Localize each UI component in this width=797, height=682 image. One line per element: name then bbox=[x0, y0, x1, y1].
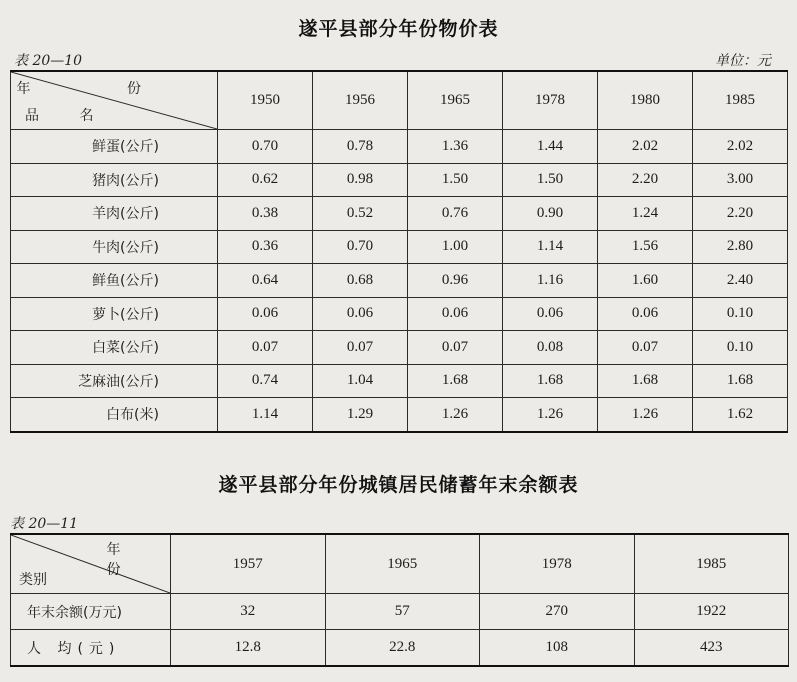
value-cell: 0.38 bbox=[218, 197, 313, 231]
value-cell: 1.68 bbox=[408, 364, 503, 398]
price-table-corner-cell bbox=[11, 71, 218, 130]
savings-table-header-row bbox=[11, 534, 789, 594]
table-row bbox=[11, 264, 788, 298]
table1-number: 表 20—10 bbox=[14, 53, 83, 69]
row-label: 鲜蛋(公斤) bbox=[11, 130, 218, 164]
year-header: 1978 bbox=[503, 71, 598, 130]
table-row bbox=[11, 230, 788, 264]
table-row bbox=[11, 163, 788, 197]
value-cell: 1.26 bbox=[598, 398, 693, 432]
value-cell: 0.07 bbox=[218, 331, 313, 365]
value-cell: 423 bbox=[634, 630, 789, 667]
value-cell: 0.64 bbox=[218, 264, 313, 298]
value-cell: 0.70 bbox=[313, 230, 408, 264]
value-cell: 1.68 bbox=[598, 364, 693, 398]
value-cell: 0.06 bbox=[313, 297, 408, 331]
value-cell: 1.50 bbox=[503, 163, 598, 197]
value-cell: 0.74 bbox=[218, 364, 313, 398]
value-cell: 1.26 bbox=[503, 398, 598, 432]
value-cell: 1.60 bbox=[598, 264, 693, 298]
table-row bbox=[11, 594, 789, 630]
year-header: 1965 bbox=[408, 71, 503, 130]
year-header: 1980 bbox=[598, 71, 693, 130]
value-cell: 108 bbox=[480, 630, 635, 667]
value-cell: 1.36 bbox=[408, 130, 503, 164]
value-cell: 1.04 bbox=[313, 364, 408, 398]
value-cell: 57 bbox=[325, 594, 480, 630]
table-row bbox=[11, 197, 788, 231]
table-row bbox=[11, 331, 788, 365]
year-header: 1985 bbox=[634, 534, 789, 594]
value-cell: 0.06 bbox=[503, 297, 598, 331]
value-cell: 0.07 bbox=[598, 331, 693, 365]
value-cell: 2.02 bbox=[693, 130, 788, 164]
year-header: 1985 bbox=[693, 71, 788, 130]
table-row bbox=[11, 130, 788, 164]
year-header: 1956 bbox=[313, 71, 408, 130]
table2-number: 表 20—11 bbox=[10, 516, 79, 532]
year-header: 1950 bbox=[218, 71, 313, 130]
value-cell: 2.80 bbox=[693, 230, 788, 264]
row-label: 芝麻油(公斤) bbox=[11, 364, 218, 398]
table2-title: 遂平县部分年份城镇居民储蓄年末余额表 bbox=[218, 474, 579, 496]
value-cell: 0.06 bbox=[598, 297, 693, 331]
value-cell: 1.24 bbox=[598, 197, 693, 231]
row-label: 鲜鱼(公斤) bbox=[11, 264, 218, 298]
value-cell: 1.68 bbox=[503, 364, 598, 398]
value-cell: 0.78 bbox=[313, 130, 408, 164]
value-cell: 0.10 bbox=[693, 297, 788, 331]
table-row bbox=[11, 630, 789, 667]
table-row bbox=[11, 297, 788, 331]
table-row bbox=[11, 398, 788, 432]
value-cell: 1.68 bbox=[693, 364, 788, 398]
value-cell: 3.00 bbox=[693, 163, 788, 197]
value-cell: 22.8 bbox=[325, 630, 480, 667]
value-cell: 0.98 bbox=[313, 163, 408, 197]
value-cell: 270 bbox=[480, 594, 635, 630]
value-cell: 0.90 bbox=[503, 197, 598, 231]
value-cell: 1.00 bbox=[408, 230, 503, 264]
row-label: 羊肉(公斤) bbox=[11, 197, 218, 231]
row-label: 年末余额(万元) bbox=[11, 594, 171, 630]
corner-item-label: 类别 bbox=[19, 572, 47, 588]
value-cell: 0.10 bbox=[693, 331, 788, 365]
value-cell: 0.70 bbox=[218, 130, 313, 164]
row-label: 人 均(元) bbox=[11, 630, 171, 667]
value-cell: 0.08 bbox=[503, 331, 598, 365]
row-label: 牛肉(公斤) bbox=[11, 230, 218, 264]
row-label: 白布(米) bbox=[11, 398, 218, 432]
value-cell: 1.44 bbox=[503, 130, 598, 164]
year-header: 1978 bbox=[480, 534, 635, 594]
corner-year-label: 年 份 bbox=[16, 81, 187, 97]
value-cell: 0.07 bbox=[313, 331, 408, 365]
corner-year-label: 年 份 bbox=[106, 542, 147, 578]
value-cell: 2.02 bbox=[598, 130, 693, 164]
row-label: 萝卜(公斤) bbox=[11, 297, 218, 331]
value-cell: 1.16 bbox=[503, 264, 598, 298]
value-cell: 1.26 bbox=[408, 398, 503, 432]
savings-table bbox=[10, 533, 789, 667]
value-cell: 0.96 bbox=[408, 264, 503, 298]
value-cell: 0.06 bbox=[408, 297, 503, 331]
price-table bbox=[10, 70, 788, 433]
value-cell: 0.52 bbox=[313, 197, 408, 231]
value-cell: 32 bbox=[171, 594, 326, 630]
value-cell: 1.14 bbox=[503, 230, 598, 264]
row-label: 白菜(公斤) bbox=[11, 331, 218, 365]
value-cell: 0.62 bbox=[218, 163, 313, 197]
value-cell: 12.8 bbox=[171, 630, 326, 667]
value-cell: 2.20 bbox=[598, 163, 693, 197]
value-cell: 0.76 bbox=[408, 197, 503, 231]
value-cell: 0.06 bbox=[218, 297, 313, 331]
year-header: 1957 bbox=[171, 534, 326, 594]
year-header: 1965 bbox=[325, 534, 480, 594]
value-cell: 2.20 bbox=[693, 197, 788, 231]
value-cell: 1.56 bbox=[598, 230, 693, 264]
value-cell: 0.36 bbox=[218, 230, 313, 264]
table1-title: 遂平县部分年份物价表 bbox=[298, 18, 499, 40]
value-cell: 1.62 bbox=[693, 398, 788, 432]
price-table-header-row bbox=[11, 71, 788, 130]
table-row bbox=[11, 364, 788, 398]
value-cell: 0.07 bbox=[408, 331, 503, 365]
corner-item-label: 品 名 bbox=[25, 108, 112, 124]
row-label: 猪肉(公斤) bbox=[11, 163, 218, 197]
value-cell: 0.68 bbox=[313, 264, 408, 298]
value-cell: 1.14 bbox=[218, 398, 313, 432]
value-cell: 2.40 bbox=[693, 264, 788, 298]
savings-table-corner-cell bbox=[11, 534, 171, 594]
table1-unit: 单位：元 bbox=[715, 53, 771, 69]
value-cell: 1.50 bbox=[408, 163, 503, 197]
value-cell: 1922 bbox=[634, 594, 789, 630]
value-cell: 1.29 bbox=[313, 398, 408, 432]
